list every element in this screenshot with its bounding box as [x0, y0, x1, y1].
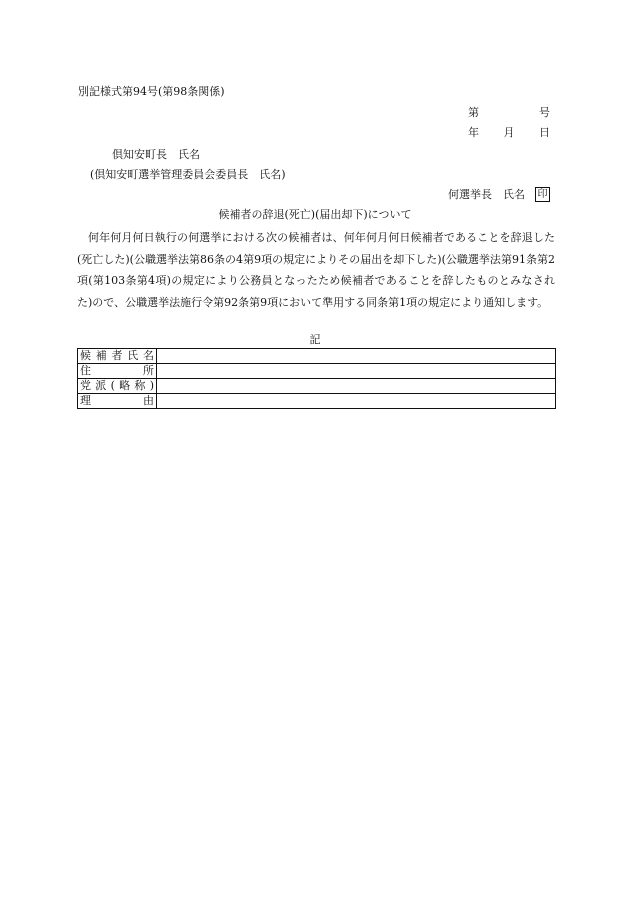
table-row-value: [157, 349, 556, 364]
label-char: 称: [134, 379, 146, 392]
table-row-label: [78, 349, 157, 364]
table-row-label: [78, 394, 157, 409]
table-row-label-text: [80, 364, 154, 378]
label-char: 氏: [127, 349, 139, 362]
form-number: 別記様式第94号(第98条関係): [78, 85, 225, 98]
detail-table-body: [78, 349, 556, 409]
label-char: 候: [80, 349, 91, 362]
table-row-label-text: [80, 394, 154, 408]
table-row-label-text: [80, 379, 154, 393]
label-char: 住: [80, 364, 91, 377]
date-month: 月: [503, 126, 515, 139]
table-row: [78, 394, 556, 409]
label-char: 補: [95, 349, 107, 362]
label-char: 派: [95, 379, 107, 392]
label-char: (: [110, 379, 115, 392]
document-subject: 候補者の辞退(死亡)(届出却下)について: [218, 208, 412, 221]
ki-heading: 記: [309, 333, 321, 346]
date-day: 日: [539, 126, 550, 139]
table-row: [78, 349, 556, 364]
sender-label: 何選挙長 氏名: [448, 187, 525, 201]
document-number-suffix: 号: [539, 106, 550, 119]
table-row: [78, 364, 556, 379]
table-row-label: [78, 379, 157, 394]
table-row-label-text: [80, 349, 154, 363]
label-char: 者: [111, 349, 123, 362]
seal-mark: 印: [535, 187, 550, 202]
document-number: [468, 106, 550, 119]
document-date: [468, 126, 550, 139]
sender: [448, 187, 550, 202]
addressee-alternate: (倶知安町選挙管理委員会委員長 氏名): [90, 168, 286, 181]
label-char: 理: [80, 394, 91, 407]
table-row-value: [157, 379, 556, 394]
date-year: 年: [468, 126, 479, 139]
label-char: 党: [80, 379, 91, 392]
table-row-value: [157, 394, 556, 409]
label-char: 略: [119, 379, 131, 392]
label-char: 所: [143, 364, 154, 377]
table-row: [78, 379, 556, 394]
addressee: 倶知安町長 氏名: [112, 148, 200, 161]
label-char: ): [149, 379, 154, 392]
label-char: 由: [143, 394, 154, 407]
label-char: 名: [143, 349, 154, 362]
detail-table: [77, 348, 556, 409]
document-number-prefix: 第: [468, 106, 479, 119]
table-row-label: [78, 364, 157, 379]
body-text: 何年何月何日執行の何選挙における次の候補者は、何年何月何日候補者であることを辞退した(死亡した)(公職選挙法第86条の4第9項の規定によりその届出を却下した)(公職選挙法第91条第2項(第103条第4項)の規定により公務員となったため候補者であることを辞したものとみなされた)ので、公職選挙法施行令第92条第9項において準用する同条第1項の規定により通知します。: [77, 231, 555, 309]
table-row-value: [157, 364, 556, 379]
